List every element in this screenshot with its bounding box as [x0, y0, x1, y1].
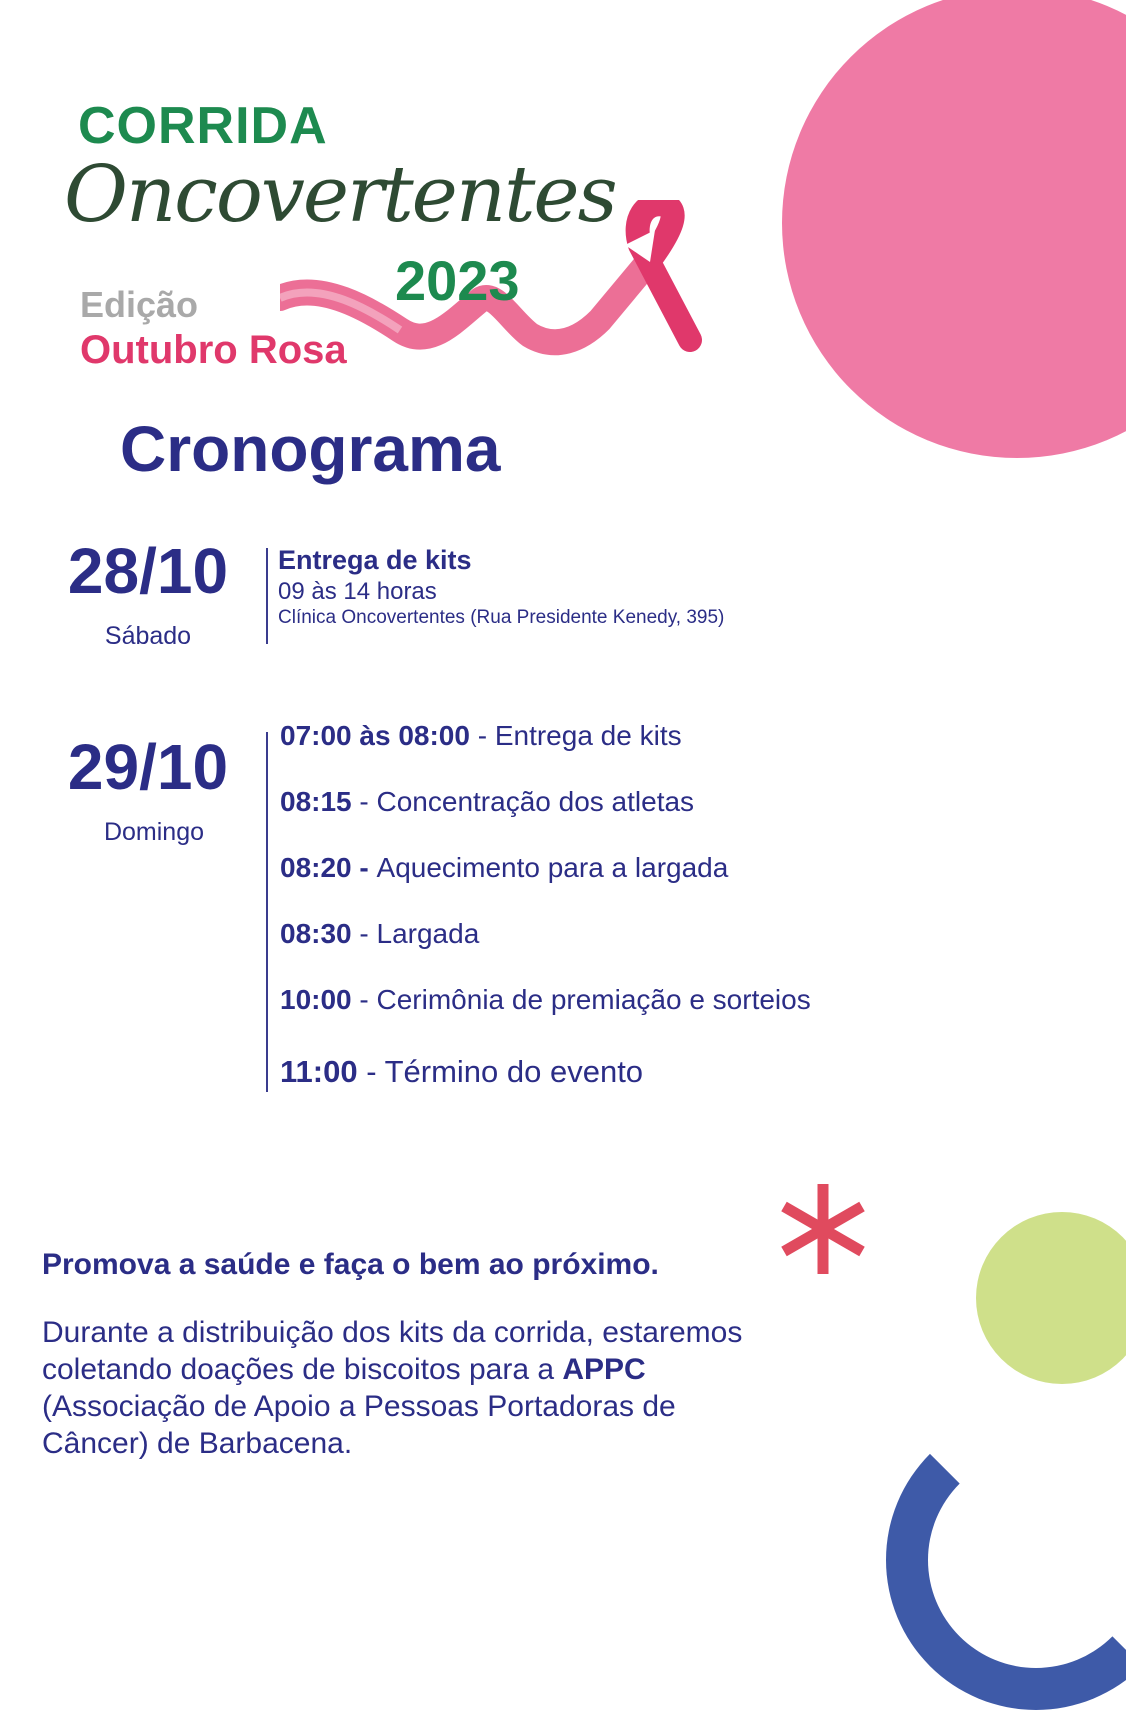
schedule-separator: - [469, 720, 495, 751]
logo-edition-text: Edição [80, 284, 199, 325]
blue-arc-decoration [886, 1410, 1126, 1710]
schedule-separator: - [357, 1054, 385, 1089]
schedule-time: 07:00 às 08:00 [280, 720, 470, 751]
logo-corrida-text: CORRIDA [78, 97, 328, 155]
schedule-separator: - [351, 786, 377, 817]
event-location: Clínica Oncovertentes (Rua Presidente Kenedy, 395) [278, 607, 725, 628]
paragraph-text: Durante a distribuição dos kits da corrida, estaremos coletando doações de biscoitos para a [42, 1316, 743, 1386]
schedule-item [280, 984, 811, 1016]
logo-year-text: 2023 [395, 249, 520, 312]
schedule-time: 10:00 [280, 984, 352, 1015]
schedule-time: 08:20 [280, 852, 352, 883]
donation-paragraph [42, 1314, 782, 1462]
schedule-description: Largada [376, 918, 480, 949]
organization-acronym: APPC [562, 1353, 646, 1386]
divider-line [266, 732, 268, 1092]
schedule-item [280, 918, 479, 950]
schedule-item [280, 786, 694, 818]
day-weekday: Sábado [104, 622, 192, 650]
page-title: Cronograma [120, 413, 501, 485]
logo-campaign-text: Outubro Rosa [80, 328, 347, 372]
day-date: 29/10 [67, 731, 229, 803]
schedule-description: Entrega de kits [494, 720, 682, 751]
day-weekday: Domingo [103, 818, 205, 846]
event-title: Entrega de kits [278, 545, 472, 575]
schedule-separator: - [351, 918, 377, 949]
schedule-separator: - [351, 984, 377, 1015]
event-hours: 09 às 14 horas [278, 578, 437, 605]
schedule-time: 08:30 [280, 918, 352, 949]
schedule-description: Concentração dos atletas [376, 786, 695, 817]
schedule-time: 08:15 [280, 786, 352, 817]
green-circle-decoration [976, 1212, 1126, 1384]
asterisk-icon [776, 1182, 870, 1276]
schedule-item [280, 720, 682, 752]
day-date: 28/10 [67, 535, 229, 607]
schedule-time: 11:00 [280, 1054, 358, 1089]
schedule-item [280, 852, 728, 884]
schedule-description: Término do evento [384, 1054, 644, 1089]
schedule-separator: - [351, 852, 377, 883]
divider-line [266, 548, 268, 644]
schedule-description: Aquecimento para a largada [376, 852, 729, 883]
paragraph-text: (Associação de Apoio a Pessoas Portadoras de Câncer) de Barbacena. [42, 1390, 676, 1460]
pink-circle-decoration [782, 0, 1126, 458]
schedule-description: Cerimônia de premiação e sorteios [376, 984, 811, 1015]
logo-oncovertentes-text: Oncovertentes [64, 150, 616, 240]
schedule-item [280, 1054, 643, 1090]
promo-heading: Promova a saúde e faça o bem ao próximo. [42, 1248, 659, 1281]
